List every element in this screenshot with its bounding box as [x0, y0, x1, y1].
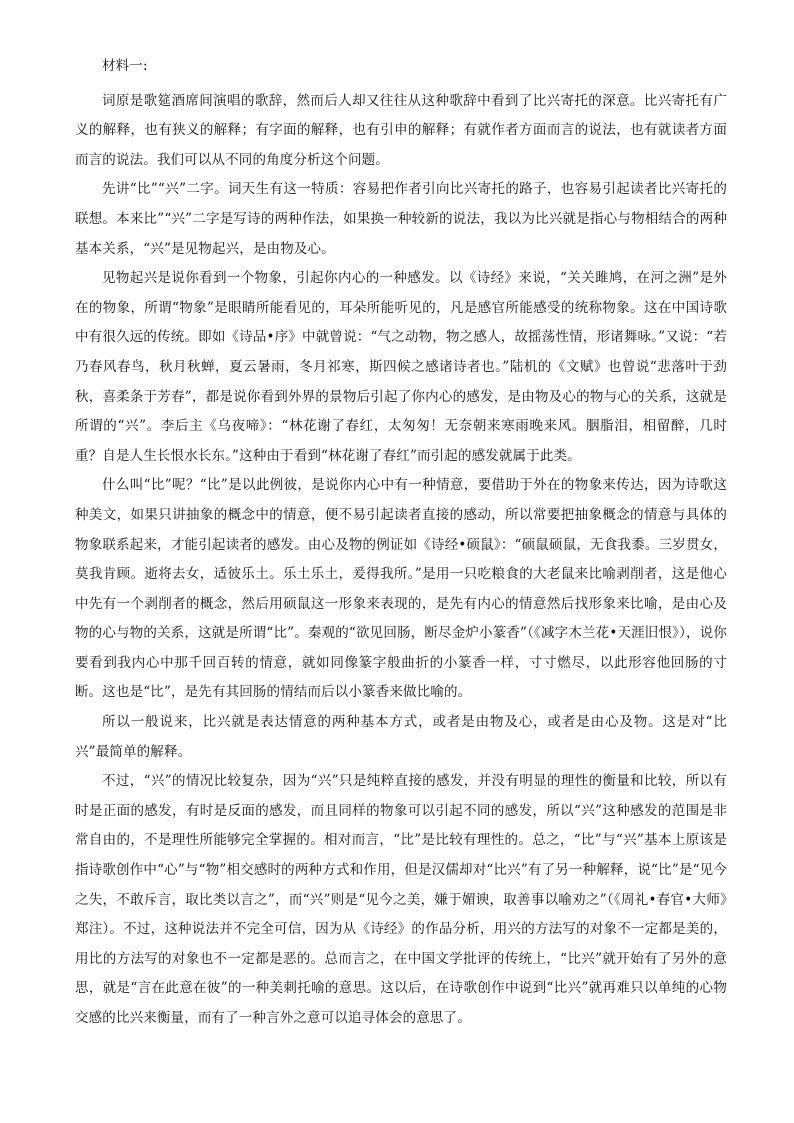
paragraph-4: 什么叫“比”呢？“比”是以此例彼，是说你内心中有一种情意，要借助于外在的物象来传达，因为诗歌这种美文，如果只讲抽象的概念中的情意，便不易引起读者直接的感动，所以常要把抽象概念的情意与具体的物象联系起来，才能引起读者的感发。由心及物的例证如《诗经•硕鼠》：“硕鼠硕鼠，无食我黍。三岁贯女，莫我肯顾。逝将去女，适彼乐土。乐土乐土，爰得我所。”是用一只吃粮食的大老鼠来比喻剥削者，这是他心中先有一个剥削者的概念，然后用硕鼠这一形象来表现的，是先有内心的情意然后找形象来比喻，是由心及物的心与物的关系，这就是所谓“比”。秦观的“欲见回肠，断尽金炉小篆香”（《减字木兰花•天涯旧恨》），说你要看到我内心中那千回百转的情意，就如同像篆字般曲折的小篆香一样，寸寸燃尽，以此形容他回肠的寸断。这也是“比”，是先有其回肠的情结而后以小篆香来做比喻的。: [75, 477, 727, 701]
document-page: [75, 52, 727, 1034]
paragraph-5: 所以一般说来，比兴就是表达情意的两种基本方式，或者是由物及心，或者是由心及物。这是对“比兴”最简单的解释。: [75, 714, 727, 760]
paragraph-6: 不过，“兴”的情况比较复杂，因为“兴”只是纯粹直接的感发，并没有明显的理性的衡量和比较，所以有时是正面的感发，有时是反面的感发，而且同样的物象可以引起不同的感发，所以“兴”这种感发的范围是非常自由的，不是理性所能够完全掌握的。相对而言，“比”是比较有理性的。总之，“比”与“兴”基本上原该是指诗歌创作中“心”与“物”相交感时的两种方式和作用，但是汉儒却对“比兴”有了另一种解释，说“比”是“见今之失，不敢斥言，取比类以言之”，而“兴”则是“见今之美，嫌于媚谀，取善事以喻劝之”（《周礼•春官•大师》郑注）。不过，这种说法并不完全可信，因为从《诗经》的作品分析，用兴的方法写的对象不一定都是美的，用比的方法写的对象也不一定都是恶的。总而言之，在中国文学批评的传统上，“比兴”就开始有了另外的意思，就是“言在此意在彼”的一种美刺托喻的意思。这以后，在诗歌创作中说到“比兴”就再难只以单纯的心物交感的比兴来衡量，而有了一种言外之意可以追寻体会的意思了。: [75, 773, 727, 1026]
paragraph-2: 先讲“比”“兴”二字。词天生有这一特质：容易把作者引向比兴寄托的路子，也容易引起读者比兴寄托的联想。本来比”“兴”二字是写诗的两种作法，如果换一种较新的说法，我以为比兴就是指心与物相结合的两种基本关系，“兴”是见物起兴，是由物及心。: [75, 181, 727, 257]
material-heading: 材料一:: [102, 58, 148, 74]
paragraph-3: 见物起兴是说你看到一个物象，引起你内心的一种感发。以《诗经》来说，“关关雎鸠，在河之洲”是外在的物象，所谓“物象”是眼睛所能看见的，耳朵所能听见的，凡是感官所能感受的统称物象。这在中国诗歌中有很久远的传统。即如《诗品•序》中就曾说：“气之动物，物之感人，故摇荡性情，形诸舞咏。”又说：“若乃春风春鸟，秋月秋蝉，夏云暑雨，冬月祁寒，斯四候之感诸诗者也。”陆机的《文赋》也曾说“悲落叶于劲秋，喜柔条于芳春”，都是说你看到外界的景物后引起了你内心的感发，是由物及心的物与心的关系，这就是所谓的“兴”。李后主《乌夜啼》：“林花谢了春红，太匆匆！无奈朝来寒雨晚来风。胭脂泪，相留醉，几时重？自是人生长恨水长东。”这种由于看到“林花谢了春红”而引起的感发就属于此类。: [75, 270, 727, 464]
paragraph-1: 词原是歌筵酒席间演唱的歌辞，然而后人却又往往从这种歌辞中看到了比兴寄托的深意。比兴寄托有广义的解释，也有狭义的解释；有字面的解释，也有引申的解释；有就作者方面而言的说法，也有就读者方面而言的说法。我们可以从不同的角度分析这个问题。: [75, 92, 727, 168]
